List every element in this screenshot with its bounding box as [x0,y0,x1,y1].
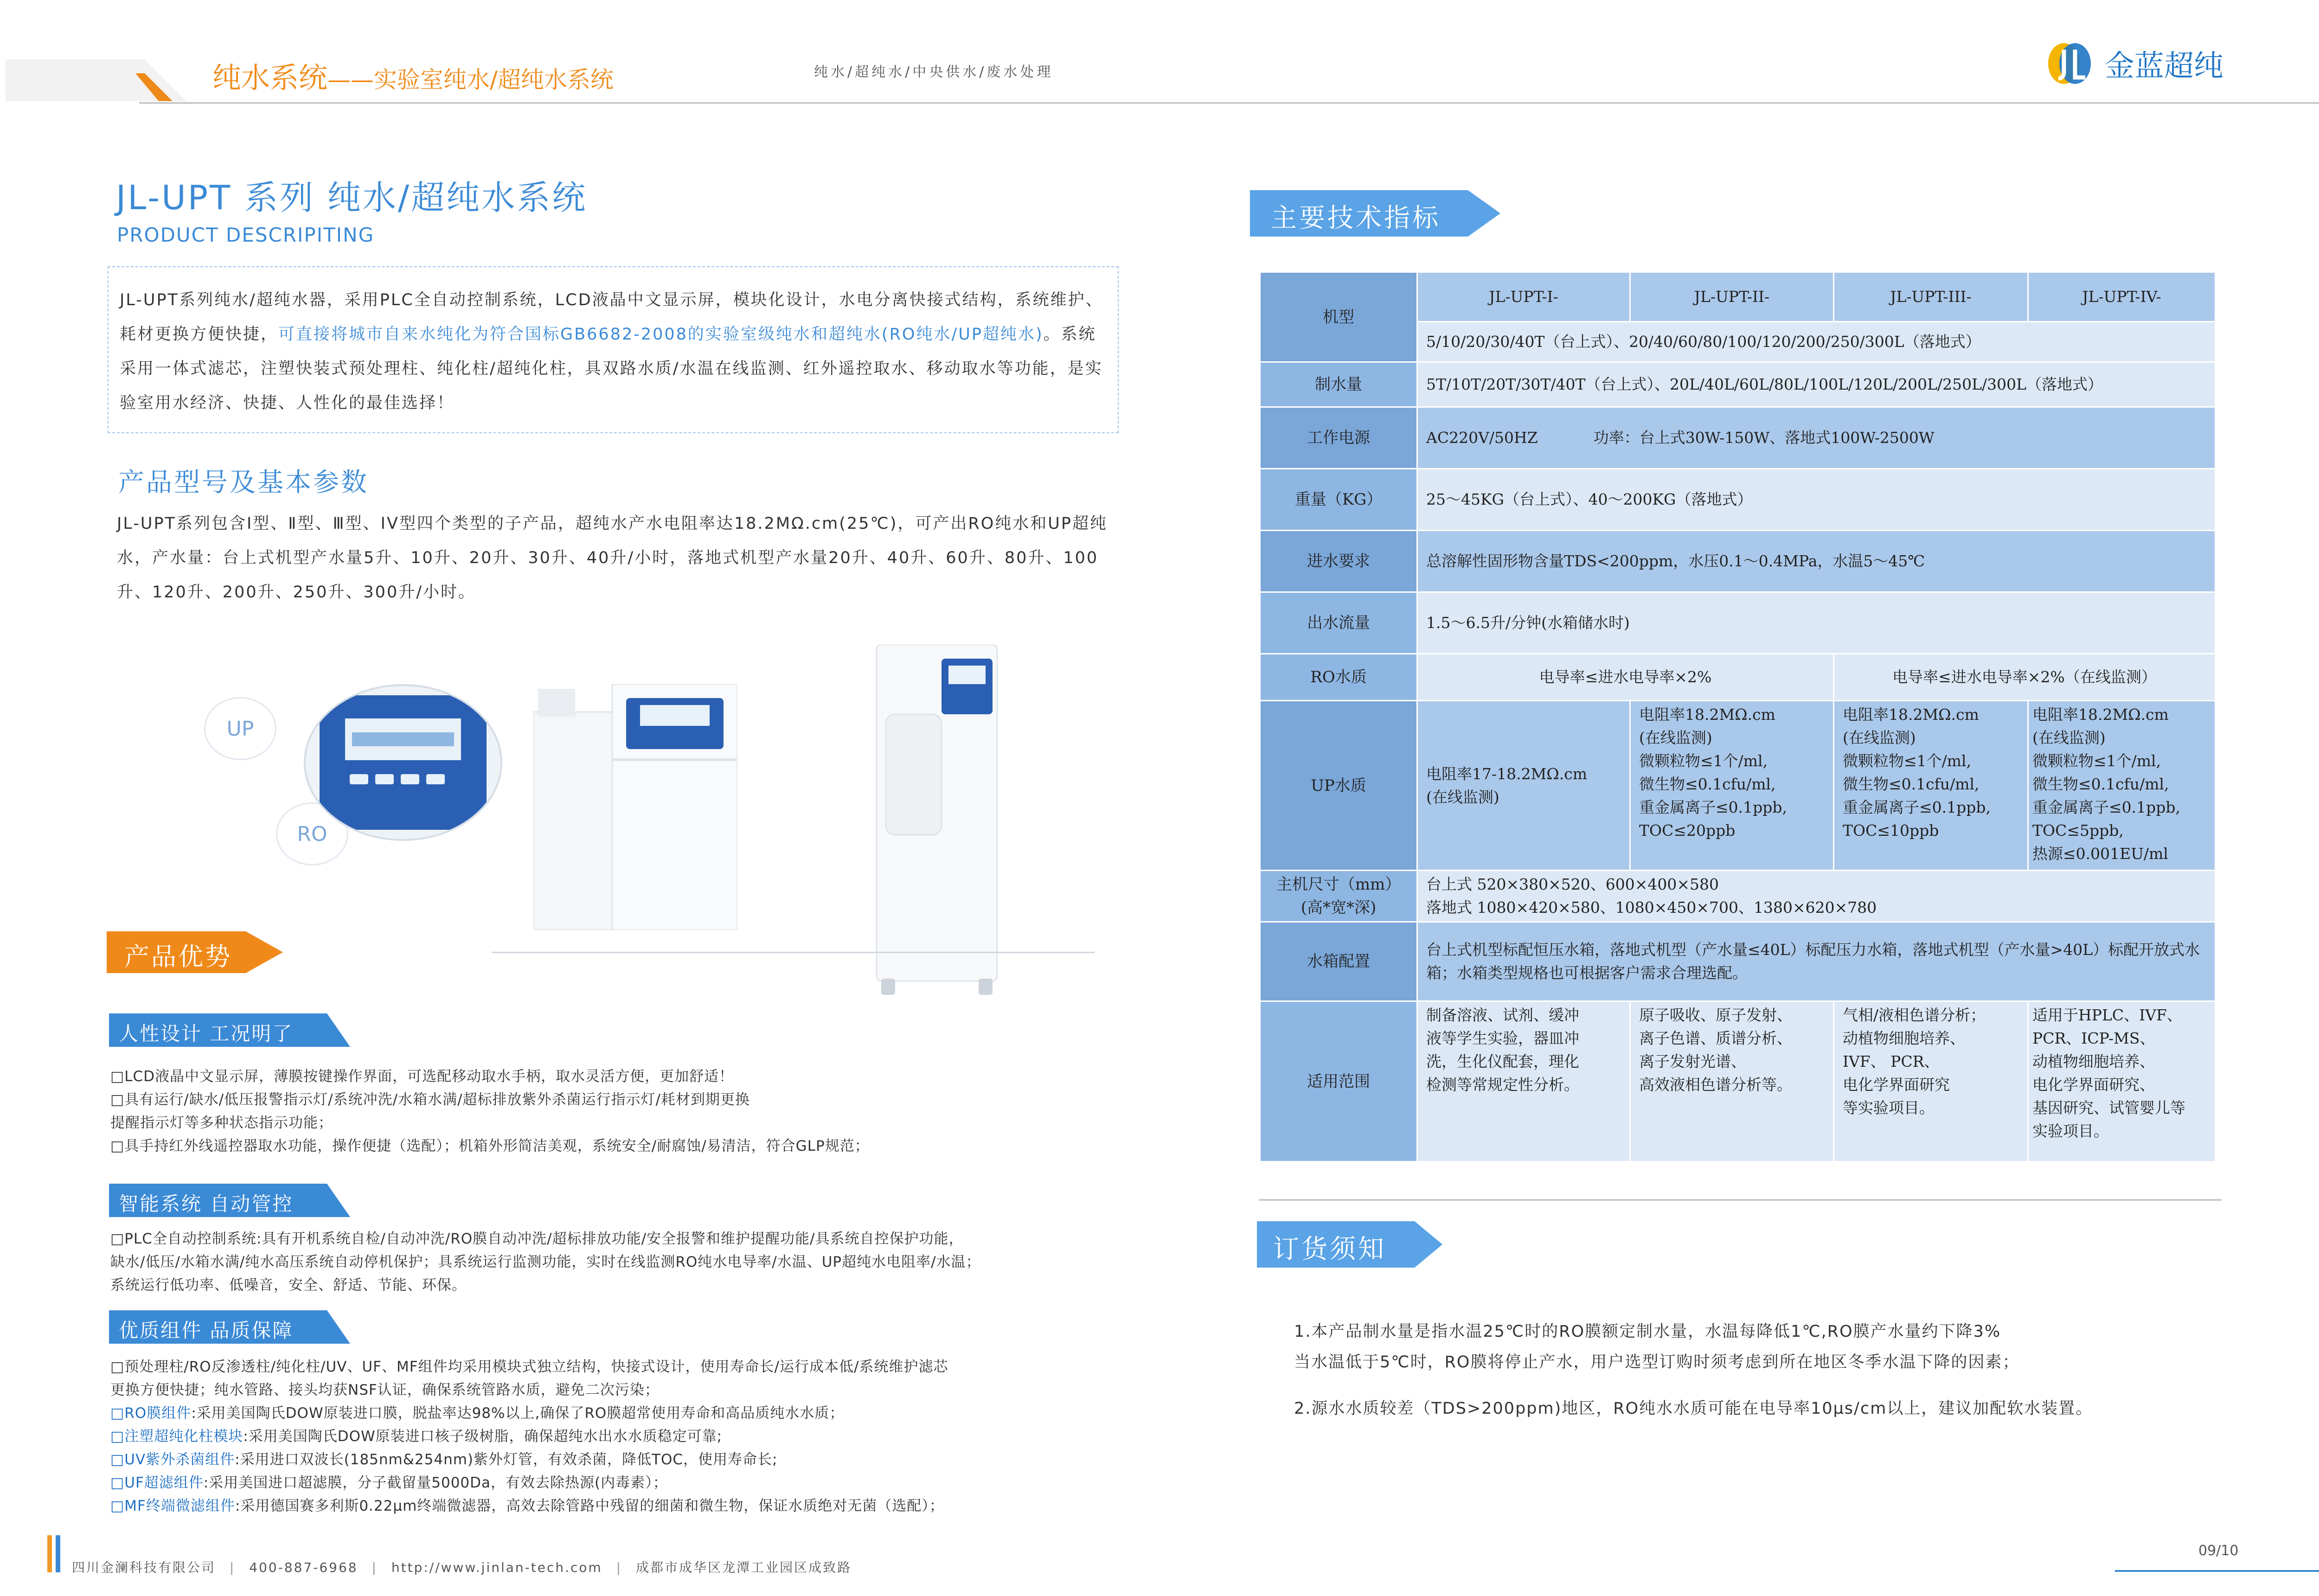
up-line: 电阻率17-18.2MΩ.cm [1426,764,1588,783]
feature-line: 提醒指示灯等多种状态指示功能； [110,1115,333,1131]
table-row [1260,531,2216,592]
table-row [1260,362,2216,407]
up-line: 电阻率18.2MΩ.cm [1639,705,1775,724]
scope-cell [1417,1001,1630,1162]
up-line: TOC≤20ppb [1639,821,1736,840]
ro-bubble: RO [276,802,348,865]
table-row [1260,1001,2216,1162]
spec-value: 台上式机型标配恒压水箱，落地式机型（产水量≤40L）标配压力水箱，落地式机型（产水量>40L）标配开放式水箱；水箱类型规格也可根据客户需求合理选配。 [1417,922,2216,1001]
model-header: JL-UPT-I- [1417,272,1630,322]
spec-label: RO水质 [1260,654,1417,701]
feature-item-text: :采用进口双波长(185nm&254nm)紫外灯管，有效杀菌，降低TOC，使用寿命长; [235,1451,778,1468]
table-row [1260,592,2216,654]
feature-title-3: 优质组件 品质保障 [119,1319,294,1342]
spec-value: 电导率≤进水电导率×2% [1417,654,1834,701]
scope-line: 电化学界面研究 [1843,1076,1950,1094]
spec-label: UP水质 [1260,701,1417,871]
feature-item-text: :采用德国赛多利斯0.22μm终端微滤器，高效去除管路中残留的细菌和微生物，保证水质绝对无菌（选配）； [235,1498,944,1514]
scope-line: 制备溶液、试剂、缓冲 [1426,1006,1579,1024]
spec-value: 总溶解性固形物含量TDS<200ppm，水压0.1～0.4MPa，水温5～45℃ [1417,531,2216,592]
table-row [1260,407,2216,469]
up-line: (在线监测) [2032,729,2106,747]
feature-item [110,1494,1131,1518]
model-header: JL-UPT-II- [1630,272,1834,322]
up-line: TOC≤5ppb, [2032,821,2124,840]
spec-value [1417,871,2216,922]
feature-line: 更换方便快捷；纯水管路、接头均获NSF认证，确保系统管路水质，避免二次污染； [110,1382,660,1398]
model-header: JL-UPT-III- [1834,272,2028,322]
power-rating: 功率：台上式30W-150W、落地式100W-2500W [1593,429,1935,447]
up-line: 重金属离子≤0.1ppb, [1639,798,1787,816]
up-line: 微生物≤0.1cfu/ml, [1639,775,1776,793]
spec-value [1417,407,2216,469]
up-line: 微生物≤0.1cfu/ml, [1843,775,1979,793]
up-line: 重金属离子≤0.1ppb, [2032,798,2180,816]
feature-text-3 [110,1355,1131,1518]
header-title-sub: ——实验室纯水/超纯水系统 [327,66,614,93]
scope-line: 高效液相色谱分析等。 [1639,1076,1792,1094]
brand-name: 金蓝超纯 [2105,49,2223,83]
feature-text-2 [110,1227,1131,1297]
params-heading: 产品型号及基本参数 [118,468,369,498]
spec-label [1260,871,1417,922]
header-title-main: 纯水系统 [212,61,328,95]
spec-label: 制水量 [1260,362,1417,407]
up-quality-cell [2028,701,2216,871]
spec-label: 出水流量 [1260,592,1417,654]
feature-item [110,1471,1131,1494]
model-header: JL-UPT-IV- [2028,272,2216,322]
size-line: 台上式 520×380×520、600×400×580 [1426,875,1719,893]
up-line: 重金属离子≤0.1ppb, [1843,798,1991,816]
scope-line: 洗，生化仪配套，理化 [1426,1052,1579,1070]
up-quality-cell [1630,701,1834,871]
up-quality-cell [1834,701,2028,871]
page-number: 09/10 [2198,1543,2239,1559]
feature-line: □具手持红外线遥控器取水功能，操作便捷（选配）；机箱外形简洁美观，系统安全/耐腐蚀/易清洁，符合GLP规范； [110,1138,870,1154]
intro-highlight: 可直接将城市自来水纯化为符合国标GB6682-2008的实验室级纯水和超纯水(RO纯水/UP超纯水) [278,325,1044,344]
feature-item [110,1425,1131,1448]
up-bubble: UP [204,697,276,760]
scope-line: 实验项目。 [2032,1122,2109,1140]
up-line: (在线监测) [1639,729,1712,747]
brand-logo [2045,38,2223,89]
footer-company: 四川金澜科技有限公司 [72,1560,216,1575]
spec-label: 机型 [1260,272,1417,362]
scope-line: 动植物细胞培养、 [2032,1052,2155,1070]
series-subtitle: PRODUCT DESCRIPITING [117,224,375,246]
floor-unit-image [872,645,1002,995]
intro-box [108,266,1119,433]
benchtop-unit-image [533,684,737,930]
feature-line: 系统运行低功率、低噪音，安全、舒适、节能、环保。 [110,1277,467,1294]
feature-line: □具有运行/缺水/低压报警指示灯/系统冲洗/水箱水满/超标排放紫外杀菌运行指示灯/耗材到期更换 [110,1091,750,1108]
up-line: 微颗粒物≤1个/ml, [1639,752,1768,770]
spec-value: 5T/10T/20T/30T/40T（台上式）、20L/40L/60L/80L/100L/120L/200L/250L/300L（落地式） [1417,362,2216,407]
feature-item [110,1402,1131,1425]
up-line: 电阻率18.2MΩ.cm [2032,705,2169,724]
feature-item-text: :采用美国陶氏DOW原装进口膜，脱盐率达98%以上,确保了RO膜超常使用寿命和高品质纯水水质； [191,1405,845,1422]
order-heading: 订货须知 [1273,1234,1386,1264]
brand-logo-icon [2045,40,2096,87]
feature-item-name: □UF超滤组件 [110,1474,204,1491]
header-title [212,55,614,96]
scope-line: 等实验项目。 [1843,1099,1935,1117]
footer-right-line [2115,1570,2319,1572]
footer-accent-orange [47,1535,52,1572]
spec-label: 进水要求 [1260,531,1417,592]
scope-line: PCR、ICP-MS、 [2032,1029,2155,1047]
feature-title-2: 智能系统 自动管控 [119,1192,294,1215]
scope-cell [2028,1001,2216,1162]
scope-line: IVF、 PCR、 [1843,1052,1940,1070]
power-supply: AC220V/50HZ [1426,429,1538,447]
up-line: (在线监测) [1843,729,1916,747]
scope-cell [1834,1001,2028,1162]
up-line: TOC≤10ppb [1843,821,1939,840]
intro-text-1: JL-UPT系列纯水/超纯水器，采用PLC全自动控制系统，LCD液晶中文显示屏，模块化设计，水电分离快接式结构，系统维护、耗材更换方便快捷， [120,291,1103,344]
advantages-heading: 产品优势 [124,942,232,971]
up-line: 微颗粒物≤1个/ml, [2032,752,2161,770]
up-line: 微生物≤0.1cfu/ml, [2032,775,2169,793]
scope-cell [1630,1001,1834,1162]
series-title: JL-UPT 系列 纯水/超纯水系统 [116,178,588,217]
spec-value: 25～45KG（台上式）、40～200KG（落地式） [1417,469,2216,531]
feature-title-1: 人性设计 工况明了 [119,1022,294,1045]
table-row [1260,272,2216,322]
feature-item-name: □注塑超纯化柱模块 [110,1428,243,1445]
up-line: 热源≤0.001EU/ml [2032,845,2168,863]
scope-line: 液等学生实验，器皿冲 [1426,1029,1579,1047]
table-row [1260,654,2216,701]
header-nav: 纯水/超纯水/中央供水/废水处理 [814,64,1054,80]
spec-value: 电导率≤进水电导率×2%（在线监测） [1834,654,2216,701]
spec-table [1259,271,2216,1162]
order-notes [1294,1316,2314,1424]
table-row [1260,871,2216,922]
table-row [1260,469,2216,531]
feature-line: 缺水/低压/水箱水满/纯水高压系统自动停机保护；具系统运行监测功能，实时在线监测RO纯水电导率/水温、UP超纯水电阻率/水温； [110,1254,981,1270]
scope-line: 基因研究、试管婴儿等 [2032,1099,2185,1117]
feature-item-name: □RO膜组件 [110,1405,192,1422]
feature-item-text: :采用美国陶氏DOW原装进口核子级树脂，确保超纯水出水水质稳定可靠; [243,1428,723,1445]
feature-line: □PLC全自动控制系统:具有开机系统自检/自动冲洗/RO膜自动冲洗/超标排放功能/安全报警和维护提醒功能/具系统自控保护功能， [110,1231,964,1247]
table-row [1260,922,2216,1001]
size-line: 落地式 1080×420×580、1080×450×700、1380×620×780 [1426,898,1877,917]
header-accent-shape [6,59,186,101]
spec-value: 5/10/20/30/40T（台上式）、20/40/60/80/100/120/200/250/300L（落地式） [1417,322,2216,362]
order-line: 2.源水水质较差（TDS>200ppm)地区，RO纯水水质可能在电导率10μs/cm以上，建议加配软水装置。 [1294,1399,2093,1418]
order-line: 当水温低于5℃时，RO膜将停止产水，用户选型订购时须考虑到所在地区冬季水温下降的因素； [1294,1353,2020,1372]
feature-item-text: :采用美国进口超滤膜，分子截留量5000Da，有效去除热源(内毒素）； [203,1474,668,1491]
order-divider [1259,1199,2222,1201]
feature-text-1 [110,1065,1131,1158]
feature-item-name: □UV紫外杀菌组件 [110,1451,235,1468]
scope-line: 原子吸收、原子发射、 [1639,1006,1792,1024]
up-quality-cell [1417,701,1630,871]
spec-label: 适用范围 [1260,1001,1417,1162]
footer-info: 四川金澜科技有限公司 | 400-887-6968 | http://www.jinlan-tech.com | 成都市成华区龙潭工业园区成致路 [72,1560,852,1575]
scope-line: 检测等常规定性分析。 [1426,1076,1579,1094]
footer-address: 成都市成华区龙潭工业园区成致路 [636,1560,852,1575]
up-line: 电阻率18.2MΩ.cm [1843,705,1979,724]
footer-phone: 400-887-6968 [249,1560,358,1575]
scope-line: 动植物细胞培养、 [1843,1029,1965,1047]
control-panel-zoom [304,684,502,841]
footer-accent-blue [56,1535,60,1572]
table-row [1260,701,2216,871]
spec-label: 水箱配置 [1260,922,1417,1001]
intro-text-2: 。系统采用一体式滤芯，注塑快装式预处理柱、纯化柱/超纯化柱，具双路水质/水温在线监测、红外遥控取水、移动取水等功能，是实验室用水经济、快捷、人性化的最佳选择！ [120,325,1103,412]
up-line: (在线监测) [1426,788,1499,806]
feature-item-name: □MF终端微滤组件 [110,1498,235,1514]
feature-line: □预处理柱/RO反渗透柱/纯化柱/UV、UF、MF组件均采用模块式独立结构，快接式设计，使用寿命长/运行成本低/系统维护滤芯 [110,1359,948,1375]
spec-heading: 主要技术指标 [1271,203,1441,233]
header-divider [139,102,2319,104]
feature-line: □LCD液晶中文显示屏，薄膜按键操作界面，可选配移动取水手柄，取水灵活方便，更加舒适！ [110,1068,734,1085]
products-baseline [492,952,1095,953]
spec-label: 重量（KG） [1260,469,1417,531]
params-text: JL-UPT系列包含I型、Ⅱ型、Ⅲ型、IV型四个类型的子产品，超纯水产水电阻率达18.2MΩ.cm(25℃)，可产出RO纯水和UP超纯水，产水量：台上式机型产水量5升、10升、20升、30升、40升/小时，落地式机型产水量20升、40升、60升、80升、100升、120升、200升、250升、300升/小时。 [117,514,1108,602]
spec-value: 1.5～6.5升/分钟(水箱储水时) [1417,592,2216,654]
scope-line: 适用于HPLC、IVF、 [2032,1006,2182,1024]
spec-label: 工作电源 [1260,407,1417,469]
order-line: 1.本产品制水量是指水温25℃时的RO膜额定制水量，水温每降低1℃,RO膜产水量约下降3% [1294,1322,2001,1341]
size-label-line: 主机尺寸（mm） [1276,875,1401,894]
scope-line: 气相/液相色谱分析； [1843,1006,1986,1024]
size-label-line: (高*宽*深) [1300,898,1377,917]
scope-line: 离子发射光谱、 [1639,1052,1746,1070]
feature-item [110,1448,1131,1471]
footer-website: http://www.jinlan-tech.com [391,1560,602,1575]
scope-line: 电化学界面研究、 [2032,1076,2155,1094]
scope-line: 离子色谱、质谱分析、 [1639,1029,1792,1047]
up-line: 微颗粒物≤1个/ml, [1843,752,1972,770]
